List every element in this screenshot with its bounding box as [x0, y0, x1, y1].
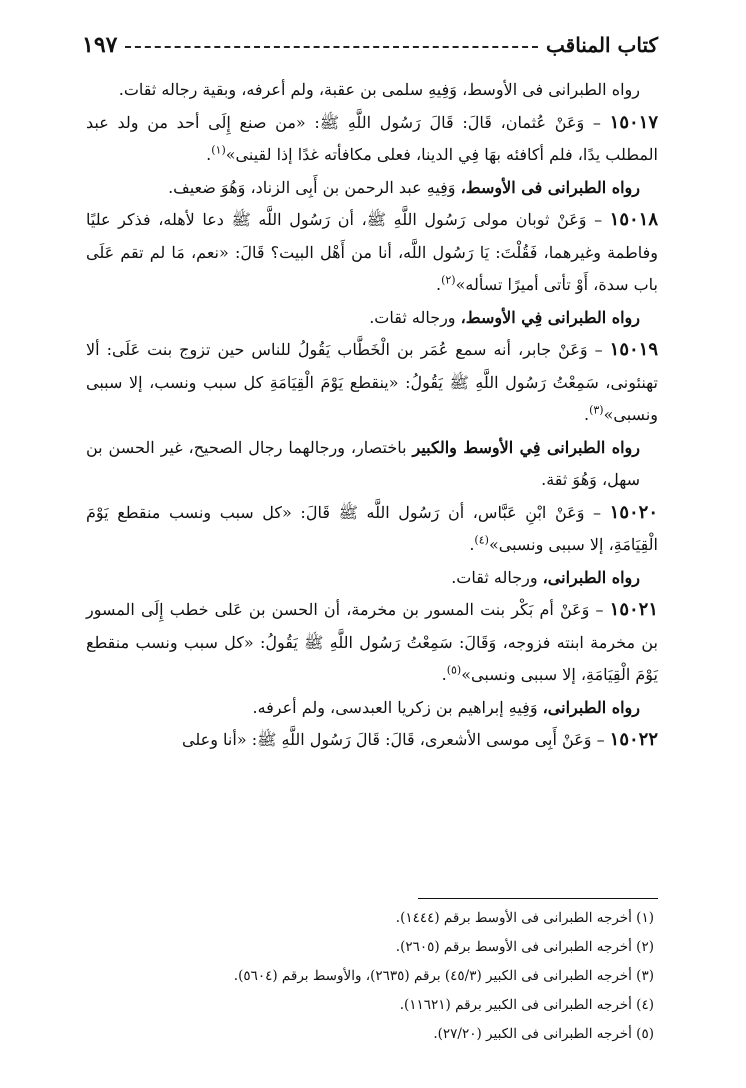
hadith-15020: ١٥٠٢٠ – وَعَنْ ابْنِ عَبَّاس، أن رَسُول اللَّه ﷺ قَالَ: «كل سبب ونسب منقطع يَوْمَ الْقِيَامَةِ، إلا سببى ونسبى»$^{(٤)}$. [86, 501, 658, 554]
attribution-source: رواه الطبرانى فِي الأوسط والكبير [412, 437, 641, 457]
hadith-15021: ١٥٠٢١ – وَعَنْ أم بَكْر بنت المسور بن مخرمة، أن الحسن بن عَلى خطب إِلَى المسور بن مخرمة ابنته فزوجه، وَقَالَ: سَمِعْتُ رَسُول اللَّهِ ﷺ يَقُولُ: «كل سبب ونسب منقطع يَوْمَ الْقِيَامَةِ، إلا سببى ونسبى»$^{(٥)}$. [86, 599, 659, 684]
hadith-number: ١٥٠٢٢ [609, 729, 658, 750]
attribution-source: رواه الطبرانى، [542, 567, 640, 587]
footnote-separator [418, 898, 658, 899]
hadith-number: ١٥٠١٧ [609, 111, 658, 133]
footnote-ref[interactable]: (٥) [446, 663, 462, 677]
footnote-4: (٤) أخرجه الطبرانى فى الكبير برقم (١١٦٢١). [399, 997, 654, 1013]
footnote-ref[interactable]: (٤) [474, 533, 489, 547]
hadith-15018: ١٥٠١٨ – وَعَنْ ثوبان مولى رَسُول اللَّهِ ﷺ، أن رَسُول اللَّه ﷺ دعا لأهله، فذكر عليًا وفاطمة وغيرهما، فَقُلْتَ: يَا رَسُول اللَّه، أنا من أَهْل البيت؟ قَالَ: «نعم، مَا لم تقم عَلَى باب سدة، أَوْ تأتى أميرًا تسأله»$^{(٢)}$. [86, 209, 659, 294]
footnotes [86, 904, 654, 1049]
attribution-source: رواه الطبرانى فى الأوسط، [460, 177, 640, 197]
hadith-text: – وَعَنْ أَبِى موسى الأشعرى، قَالَ: قَالَ رَسُول اللَّهِ ﷺ: «أنا وعلى [182, 730, 605, 749]
page-number: ١٩٧ [82, 32, 118, 58]
footnote-2: (٢) أخرجه الطبرانى فى الأوسط برقم (٢٦٠٥). [395, 939, 654, 955]
attribution-15019 [86, 432, 658, 497]
attribution-rest: باختصار، ورجالهما رجال الصحيح، غير الحسن بن سهل، وَهُوَ ثقة. [86, 437, 640, 489]
hadith-15022 [86, 724, 658, 757]
hadith-15017: ١٥٠١٧ – وَعَنْ عُثمان، قَالَ: قَالَ رَسُول اللَّهِ ﷺ: «من صنع إِلَى أحد من ولد عبد المطلب يدًا، فلم أكافئه بهَا فِي الدينا، فعلى مكافأته غدًا إذا لقينى»$^{(١)}$. [86, 111, 658, 164]
footnote-1: (١) أخرجه الطبرانى فى الأوسط برقم (١٤٤٤). [395, 910, 654, 926]
attribution-rest: ورجاله ثقات. [451, 567, 543, 587]
attribution-15021 [86, 692, 658, 725]
attribution-source: رواه الطبرانى، [542, 697, 640, 717]
hadith-text: – وَعَنْ ثوبان مولى رَسُول اللَّهِ ﷺ، أن رَسُول اللَّه ﷺ دعا لأهله، فذكر عليًا وفاطمة وغيرهما، فَقُلْتَ: يَا رَسُول اللَّه، أنا من أَهْل البيت؟ قَالَ: «نعم، مَا لم تقم عَلَى باب سدة، أَوْ تأتى أميرًا تسأله» [86, 210, 658, 294]
hadith-text: – وَعَنْ جابر، أنه سمع عُمَر بن الْخَطَّاب يَقُولُ للناس حين تزوج بنت عَلَى: ألا تهنئونى، سَمِعْتُ رَسُول اللَّهِ ﷺ يَقُولُ: «ينقطع يَوْمَ الْقِيَامَةِ كل سبب ونسب، إلا سببى ونسبى» [86, 340, 659, 424]
attribution-15018 [86, 302, 658, 335]
hadith-text: – وَعَنْ أم بَكْر بنت المسور بن مخرمة، أن الحسن بن عَلى خطب إِلَى المسور بن مخرمة ابنته فزوجه، وَقَالَ: سَمِعْتُ رَسُول اللَّهِ ﷺ يَقُولُ: «كل سبب ونسب منقطع يَوْمَ الْقِيَامَةِ، إلا سببى ونسبى» [86, 600, 658, 684]
page-header [82, 30, 658, 60]
page-body [86, 74, 658, 757]
hadith-15019: ١٥٠١٩ – وَعَنْ جابر، أنه سمع عُمَر بن الْخَطَّاب يَقُولُ للناس حين تزوج بنت عَلَى: ألا تهنئونى، سَمِعْتُ رَسُول اللَّهِ ﷺ يَقُولُ: «ينقطع يَوْمَ الْقِيَامَةِ كل سبب ونسب، إلا سببى ونسبى»$^{(٣)}$. [86, 339, 659, 424]
attribution-15017 [86, 172, 658, 205]
hadith-text: – وَعَنْ ابْنِ عَبَّاس، أن رَسُول اللَّه ﷺ قَالَ: «كل سبب ونسب منقطع يَوْمَ الْقِيَامَةِ، إلا سببى ونسبى» [86, 502, 658, 554]
hadith-number: ١٥٠١٨ [609, 209, 659, 230]
book-title: كتاب المناقب [546, 33, 658, 57]
attribution-source: رواه الطبرانى فِي الأوسط، [460, 307, 640, 327]
attribution-rest: وَفِيهِ إبراهيم بن زكريا العبدسى، ولم أعرفه. [252, 697, 543, 717]
hadith-number: ١٥٠٢١ [609, 599, 659, 620]
footnote-5: (٥) أخرجه الطبرانى فى الكبير (٢٧/٢٠). [433, 1026, 654, 1042]
footnote-ref[interactable]: (٣) [589, 403, 604, 417]
footnote-ref[interactable]: (١) [211, 143, 226, 157]
intro-attribution-text: رواه الطبرانى فى الأوسط، وَفِيهِ سلمى بن عقبة، ولم أعرفه، وبقية رجاله ثقات. [118, 80, 640, 99]
attribution-15020 [86, 562, 658, 595]
attribution-rest: ورجاله ثقات. [369, 307, 461, 327]
header-dashed-rule [125, 46, 538, 48]
hadith-number: ١٥٠٢٠ [609, 501, 658, 523]
intro-attribution [86, 74, 658, 107]
hadith-text: – وَعَنْ عُثمان، قَالَ: قَالَ رَسُول اللَّهِ ﷺ: «من صنع إِلَى أحد من ولد عبد المطلب يدًا، فلم أكافئه بهَا فِي الدينا، فعلى مكافأته غدًا إذا لقينى» [86, 112, 658, 164]
attribution-rest: وَفِيهِ عبد الرحمن بن أَبِى الزناد، وَهُوَ ضعيف. [168, 177, 461, 197]
footnote-3: (٣) أخرجه الطبرانى فى الكبير (٤٥/٣) برقم (٢٦٣٥)، والأوسط برقم (٥٦٠٤). [233, 968, 654, 984]
footnote-ref[interactable]: (٢) [441, 273, 456, 287]
hadith-number: ١٥٠١٩ [609, 339, 658, 360]
